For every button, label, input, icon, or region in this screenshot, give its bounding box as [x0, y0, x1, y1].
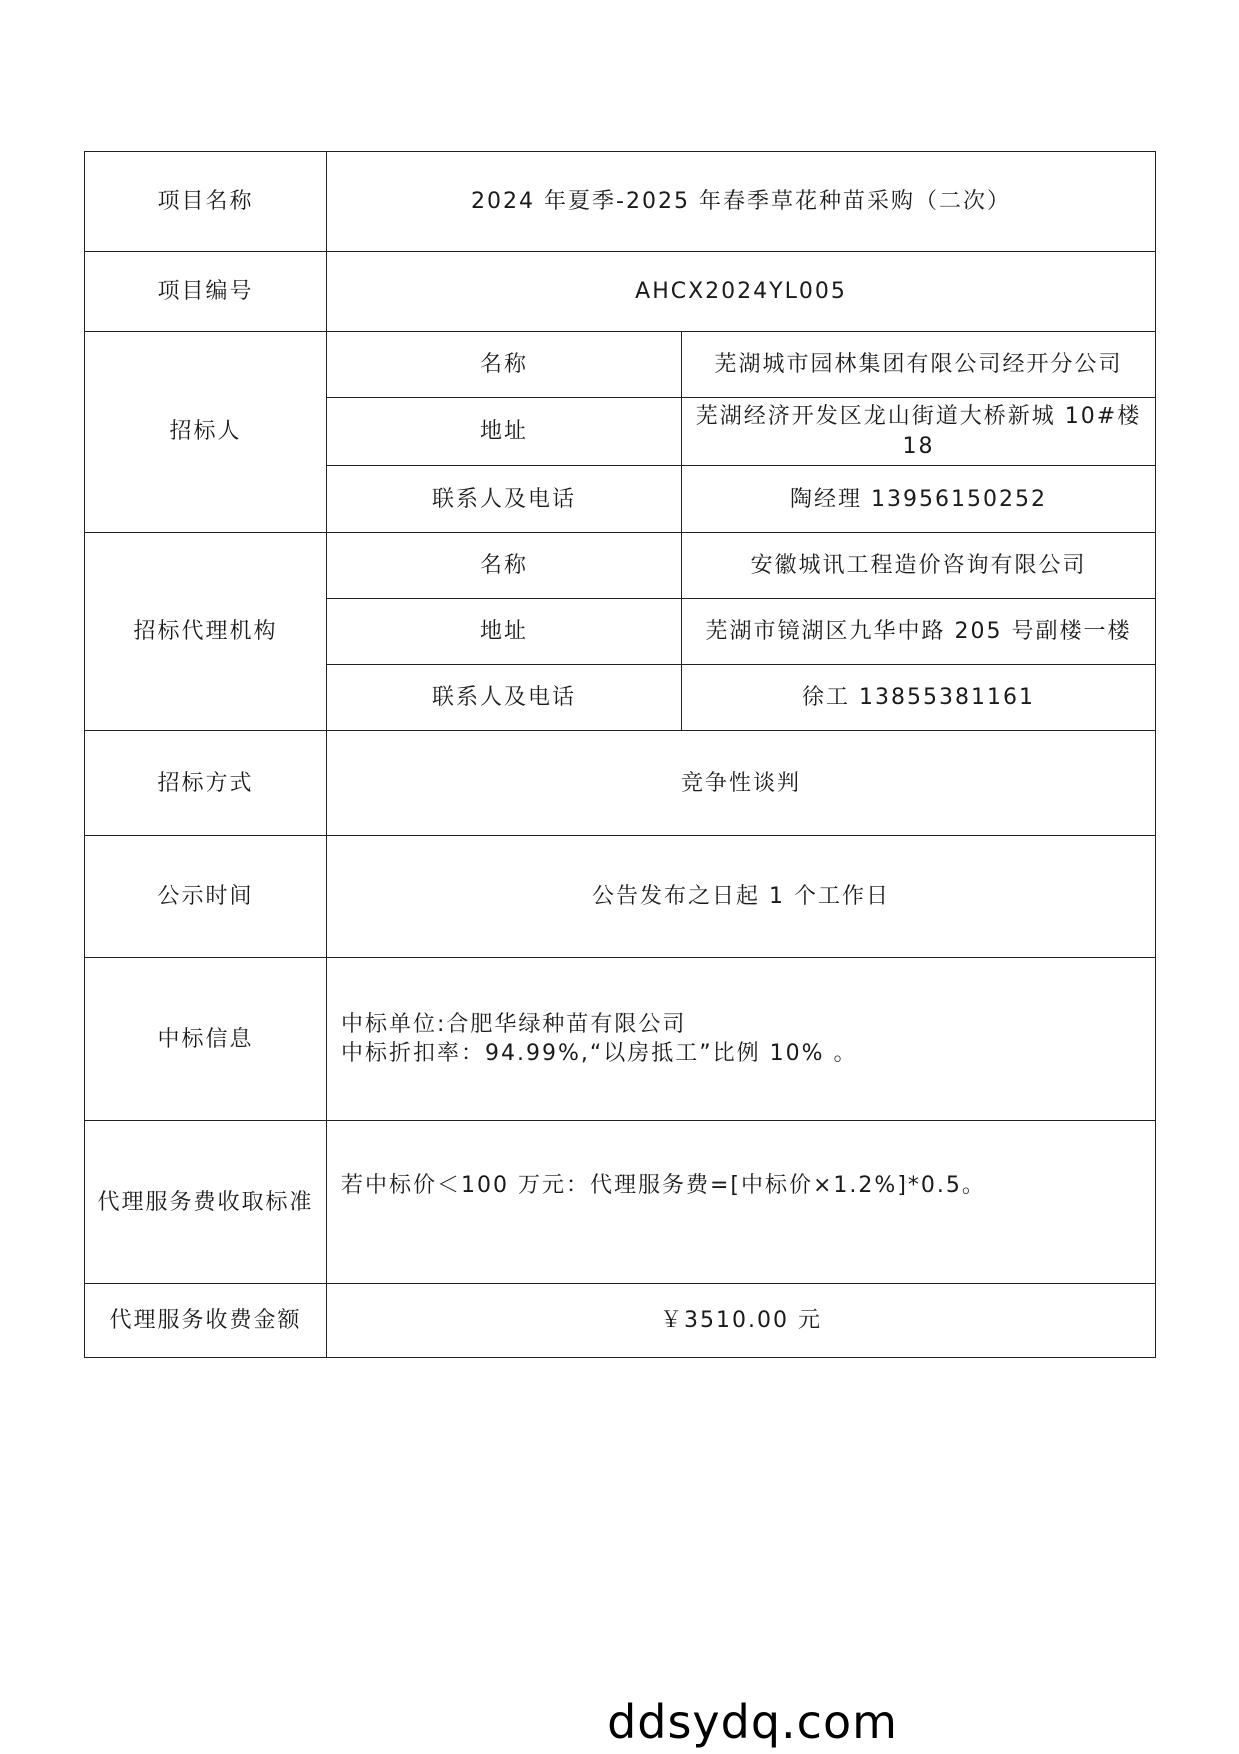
value-agency-address: 芜湖市镜湖区九华中路 205 号副楼一楼 [682, 599, 1156, 665]
label-agency-address: 地址 [327, 599, 682, 665]
label-project-name: 项目名称 [85, 152, 327, 252]
label-fee-standard: 代理服务费收取标准 [85, 1121, 327, 1284]
label-tenderer-contact: 联系人及电话 [327, 466, 682, 533]
value-winner-info [327, 958, 1156, 1121]
row-fee-standard [85, 1121, 1156, 1284]
row-method [85, 731, 1156, 836]
value-notice-period: 公告发布之日起 1 个工作日 [327, 836, 1156, 958]
row-agency-name [85, 533, 1156, 599]
label-tenderer-name: 名称 [327, 332, 682, 398]
announcement-table [84, 151, 1156, 1358]
label-fee-amount: 代理服务收费金额 [85, 1284, 327, 1358]
value-agency-contact: 徐工 13855381161 [682, 665, 1156, 731]
value-tenderer-name: 芜湖城市园林集团有限公司经开分公司 [682, 332, 1156, 398]
value-fee-amount: ￥3510.00 元 [327, 1284, 1156, 1358]
row-winner-info [85, 958, 1156, 1121]
winner-discount: 中标折扣率：94.99%,“以房抵工”比例 10% 。 [341, 1041, 858, 1067]
label-agency-contact: 联系人及电话 [327, 665, 682, 731]
row-project-code [85, 252, 1156, 332]
row-notice-period [85, 836, 1156, 958]
value-tenderer-address: 芜湖经济开发区龙山街道大桥新城 10#楼 18 [682, 398, 1156, 466]
label-project-code: 项目编号 [85, 252, 327, 332]
watermark-text: ddsydq.com [607, 1695, 898, 1749]
label-winner-info: 中标信息 [85, 958, 327, 1121]
label-tenderer: 招标人 [85, 332, 327, 533]
value-project-name: 2024 年夏季-2025 年春季草花种苗采购（二次） [327, 152, 1156, 252]
watermark [0, 1695, 1239, 1749]
label-notice-period: 公示时间 [85, 836, 327, 958]
label-method: 招标方式 [85, 731, 327, 836]
label-tenderer-address: 地址 [327, 398, 682, 466]
label-agency: 招标代理机构 [85, 533, 327, 731]
value-agency-name: 安徽城讯工程造价咨询有限公司 [682, 533, 1156, 599]
row-project-name [85, 152, 1156, 252]
value-project-code: AHCX2024YL005 [327, 252, 1156, 332]
row-tenderer-name [85, 332, 1156, 398]
winner-unit: 中标单位:合肥华绿种苗有限公司 [341, 1011, 687, 1037]
value-fee-standard: 若中标价＜100 万元：代理服务费=[中标价×1.2%]*0.5。 [327, 1121, 1156, 1284]
value-tenderer-contact: 陶经理 13956150252 [682, 466, 1156, 533]
value-method: 竞争性谈判 [327, 731, 1156, 836]
label-agency-name: 名称 [327, 533, 682, 599]
row-fee-amount [85, 1284, 1156, 1358]
